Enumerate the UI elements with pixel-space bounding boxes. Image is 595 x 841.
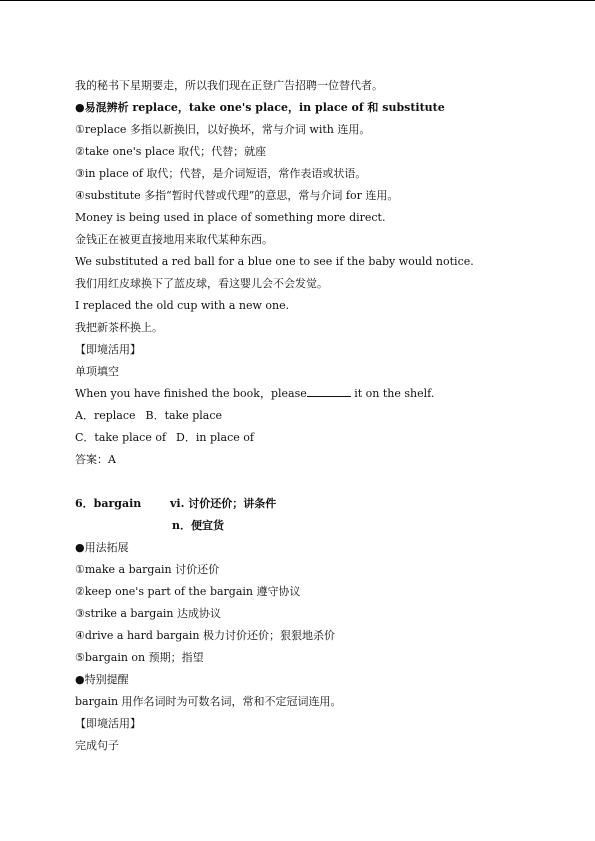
text-line: ②keep one's part of the bargain 遵守协议 [75,585,301,598]
example-translation: 我们用红皮球换下了蓝皮球，看这婴儿会不会发觉。 [75,277,328,290]
answer-blank [307,384,351,397]
text-line: ③strike a bargain 达成协议 [75,607,221,620]
exercise-type: 完成句子 [75,739,119,752]
document-page [75,75,555,757]
practice-heading: 【即境活用】 [75,717,141,730]
entry-pos-noun: n．便宜货 [172,519,224,532]
practice-heading: 【即境活用】 [75,343,141,356]
text-line: ⑤bargain on 预期；指望 [75,651,204,664]
section-heading: ●易混辨析 replace，take one's place，in place of 和 substitute [75,101,445,114]
answer-line: 答案：A [75,453,116,466]
text-line: ④substitute 多指“暂时代替或代理”的意思，常与介词 for 连用。 [75,189,399,202]
example-translation: 我把新茶杯换上。 [75,321,163,334]
text-line: bargain 用作名词时为可数名词，常和不定冠词连用。 [75,695,342,708]
exercise-type: 单项填空 [75,365,119,378]
option-c: C．take place of [75,431,167,444]
option-d: D．in place of [176,431,254,444]
option-a: A．replace [75,409,136,422]
options-line [75,405,555,427]
example-sentence: We substituted a red ball for a blue one to see if the baby would notice. [75,255,474,268]
text-line: 我的秘书下星期要走，所以我们现在正登广告招聘一位替代者。 [75,79,383,92]
text-line: ③in place of 取代；代替，是介词短语，常作表语或状语。 [75,167,367,180]
text-line: ④drive a hard bargain 极力讨价还价；狠狠地杀价 [75,629,335,642]
section-heading: ●特别提醒 [75,673,129,686]
text-line: ①make a bargain 讨价还价 [75,563,220,576]
spacer [75,471,555,493]
text-line: ②take one's place 取代；代替；就座 [75,145,267,158]
top-rule [0,0,595,1]
example-sentence: Money is being used in place of something more direct. [75,211,386,224]
text-line: ①replace 多指以新换旧，以好换坏，常与介词 with 连用。 [75,123,371,136]
section-heading: ●用法拓展 [75,541,129,554]
entry-pos-verb: vi. 讨价还价；讲条件 [170,497,277,510]
question-line [75,383,555,405]
option-b: B．take place [145,409,223,422]
options-line [75,427,555,449]
question-text: When you have finished the book，please [75,387,307,400]
example-sentence: I replaced the old cup with a new one. [75,299,290,312]
entry-heading [75,493,555,515]
entry-term: 6．bargain [75,497,142,510]
question-text-end: it on the shelf. [350,387,435,400]
example-translation: 金钱正在被更直接地用来取代某种东西。 [75,233,273,246]
